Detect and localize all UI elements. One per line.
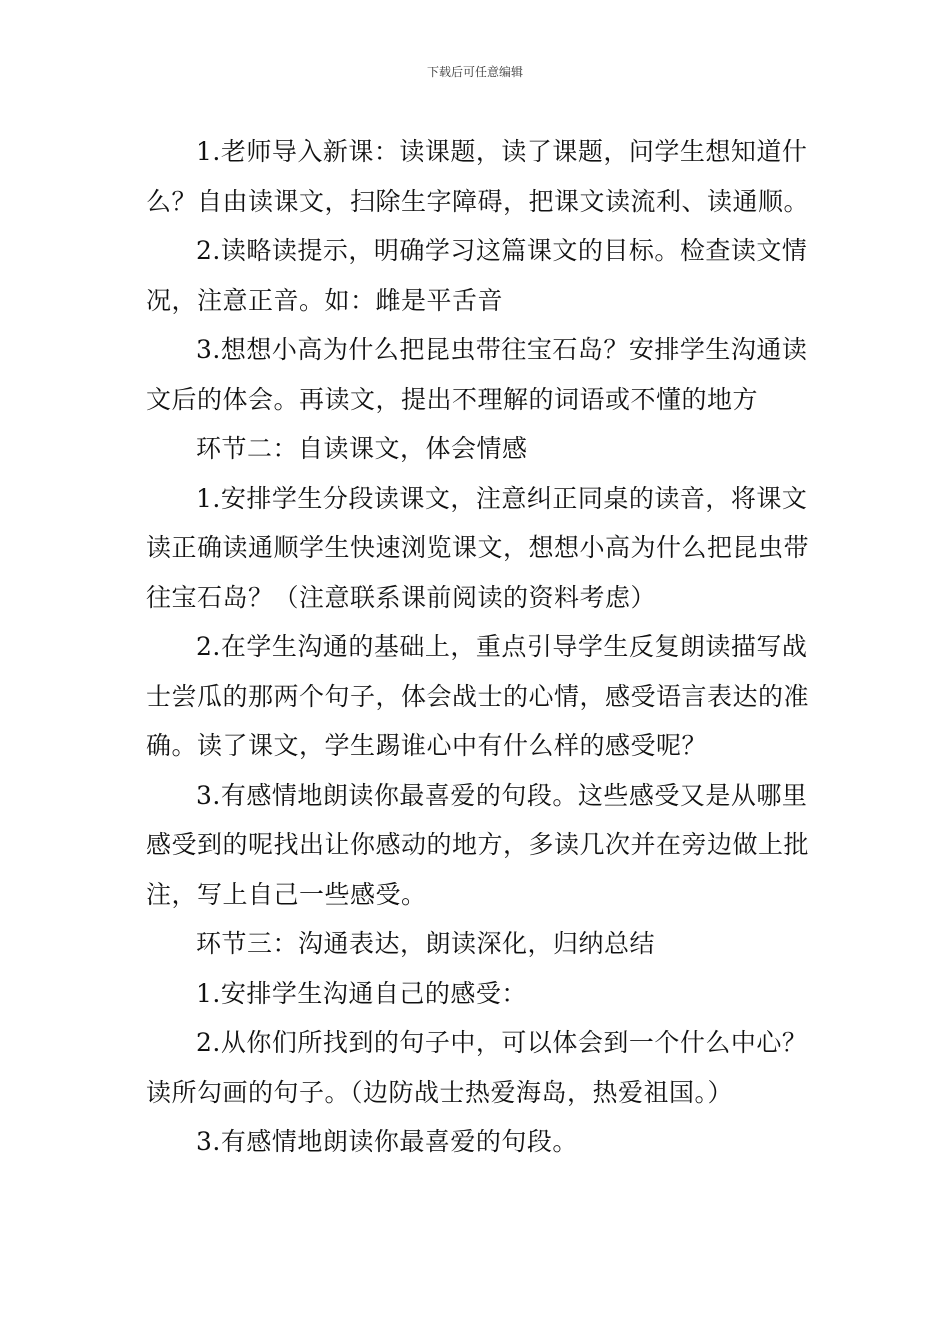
paragraph-section2-step-2: 2.在学生沟通的基础上，重点引导学生反复朗读描写战士尝瓜的那两个句子，体会战士的心情，感受语言表达的准确。读了课文，学生踢谁心中有什么样的感受呢？	[146, 632, 810, 760]
paragraph-section3-step-3: 3.有感情地朗读你最喜爱的句段。	[196, 1127, 578, 1156]
section-heading-2: 环节二：自读课文，体会情感	[196, 434, 528, 463]
paragraph-section3-step-1: 1.安排学生沟通自己的感受：	[196, 978, 527, 1008]
paragraph-intro-step-1: 1.老师导入新课：读课题，读了课题，问学生想知道什么？自由读课文，扫除生字障碍，把课文读流利、读通顺。	[146, 137, 810, 216]
paragraph-intro-step-2: 2.读略读提示，明确学习这篇课文的目标。检查读文情况，注意正音。如：雌是平舌音	[146, 236, 808, 315]
document-body	[146, 127, 811, 1167]
paragraph-section2-step-1: 1.安排学生分段读课文，注意纠正同桌的读音，将课文读正确读通顺学生快速浏览课文，想想小高为什么把昆虫带往宝石岛？（注意联系课前阅读的资料考虑）	[146, 483, 810, 612]
page-header: 下载后可任意编辑	[426, 65, 523, 79]
paragraph-section2-step-3: 3.有感情地朗读你最喜爱的句段。这些感受又是从哪里感受到的呢找出让你感动的地方，多读几次并在旁边做上批注，写上自己一些感受。	[146, 780, 810, 909]
paragraph-section3-step-2: 2.从你们所找到的句子中，可以体会到一个什么中心？读所勾画的句子。（边防战士热爱海岛，热爱祖国。）	[146, 1028, 808, 1107]
paragraph-intro-step-3: 3.想想小高为什么把昆虫带往宝石岛？安排学生沟通读文后的体会。再读文，提出不理解的词语或不懂的地方	[146, 335, 808, 414]
section-heading-3: 环节三：沟通表达，朗读深化，归纳总结	[196, 929, 656, 958]
